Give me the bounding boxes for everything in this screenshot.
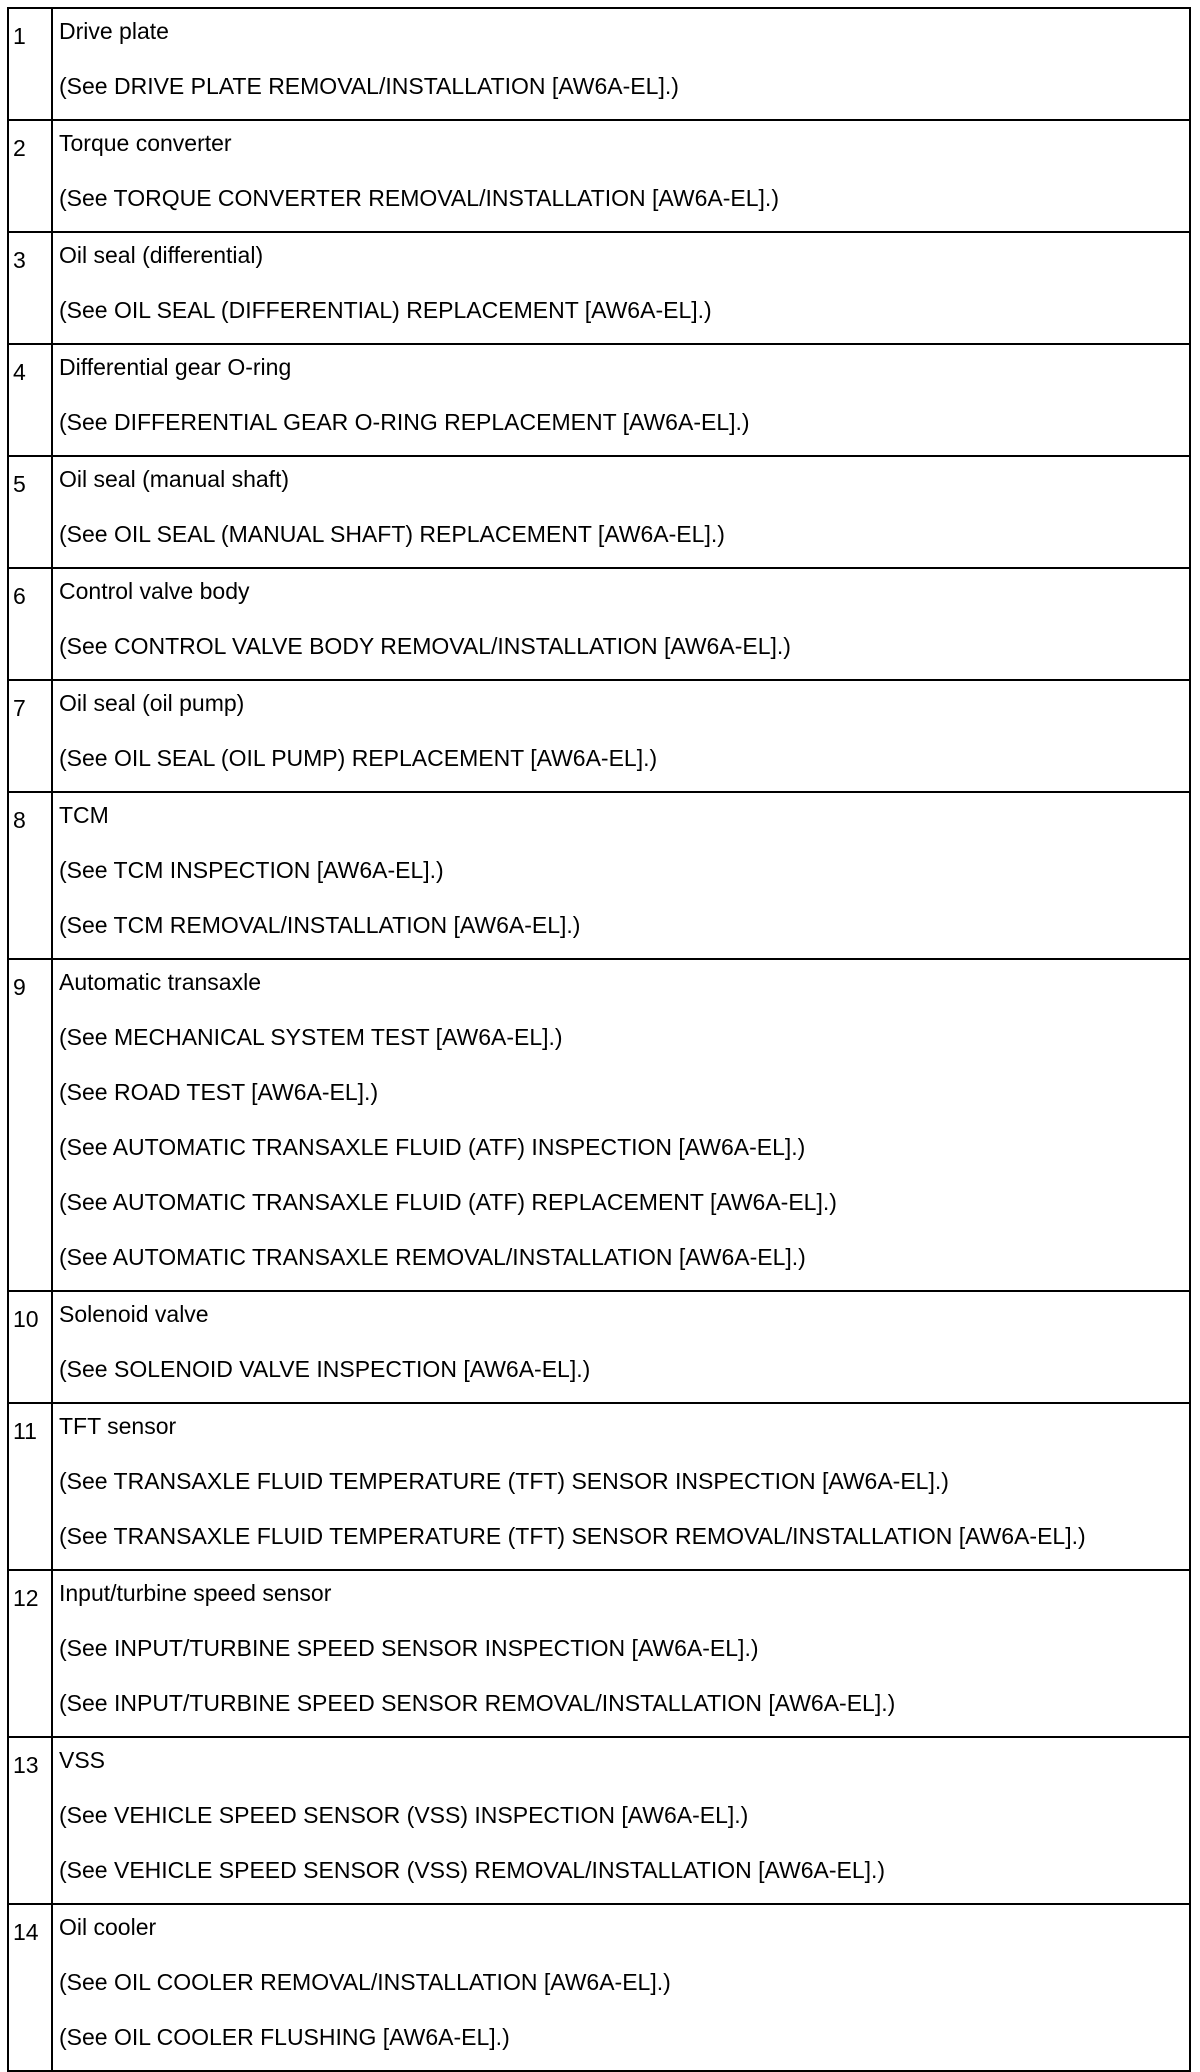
procedure-reference: (See TCM INSPECTION [AW6A-EL].)	[59, 857, 444, 883]
table-row	[8, 8, 1190, 120]
item-number: 8	[8, 792, 52, 959]
item-number: 2	[8, 120, 52, 232]
table-row	[8, 1291, 1190, 1403]
procedure-reference: (See TRANSAXLE FLUID TEMPERATURE (TFT) SENSOR REMOVAL/INSTALLATION [AW6A-EL].)	[59, 1523, 1086, 1549]
item-content	[52, 680, 1190, 792]
procedure-reference: (See TORQUE CONVERTER REMOVAL/INSTALLATION [AW6A-EL].)	[59, 185, 779, 211]
component-name: Solenoid valve	[59, 1301, 209, 1327]
component-name: VSS	[59, 1747, 106, 1773]
item-content	[52, 959, 1190, 1291]
component-name: Torque converter	[59, 130, 232, 156]
component-name: Oil seal (oil pump)	[59, 690, 245, 716]
procedure-reference: (See TRANSAXLE FLUID TEMPERATURE (TFT) SENSOR INSPECTION [AW6A-EL].)	[59, 1468, 949, 1494]
table-row	[8, 680, 1190, 792]
table-row	[8, 1570, 1190, 1737]
procedure-reference: (See OIL COOLER FLUSHING [AW6A-EL].)	[59, 2024, 510, 2050]
item-content	[52, 1737, 1190, 1904]
item-number: 4	[8, 344, 52, 456]
component-name: Differential gear O-ring	[59, 354, 292, 380]
component-name: Oil seal (differential)	[59, 242, 264, 268]
table-row	[8, 568, 1190, 680]
procedure-reference: (See VEHICLE SPEED SENSOR (VSS) INSPECTION [AW6A-EL].)	[59, 1802, 749, 1828]
item-content	[52, 792, 1190, 959]
table-row	[8, 1403, 1190, 1570]
procedure-reference: (See OIL SEAL (MANUAL SHAFT) REPLACEMENT [AW6A-EL].)	[59, 521, 725, 547]
procedure-reference: (See ROAD TEST [AW6A-EL].)	[59, 1079, 379, 1105]
table-row	[8, 792, 1190, 959]
item-number: 13	[8, 1737, 52, 1904]
item-content	[52, 1570, 1190, 1737]
item-number: 3	[8, 232, 52, 344]
item-content	[52, 568, 1190, 680]
item-number: 10	[8, 1291, 52, 1403]
item-number: 11	[8, 1403, 52, 1570]
item-number: 14	[8, 1904, 52, 2071]
component-reference-table	[7, 7, 1191, 2072]
item-content	[52, 344, 1190, 456]
procedure-reference: (See VEHICLE SPEED SENSOR (VSS) REMOVAL/INSTALLATION [AW6A-EL].)	[59, 1857, 886, 1883]
item-content	[52, 8, 1190, 120]
component-name: Oil cooler	[59, 1914, 157, 1940]
procedure-reference: (See MECHANICAL SYSTEM TEST [AW6A-EL].)	[59, 1024, 563, 1050]
procedure-reference: (See OIL COOLER REMOVAL/INSTALLATION [AW6A-EL].)	[59, 1969, 671, 1995]
procedure-reference: (See AUTOMATIC TRANSAXLE REMOVAL/INSTALLATION [AW6A-EL].)	[59, 1244, 806, 1270]
item-number: 12	[8, 1570, 52, 1737]
item-number: 9	[8, 959, 52, 1291]
table-row	[8, 120, 1190, 232]
component-name: Input/turbine speed sensor	[59, 1580, 332, 1606]
procedure-reference: (See CONTROL VALVE BODY REMOVAL/INSTALLATION [AW6A-EL].)	[59, 633, 791, 659]
table-row	[8, 232, 1190, 344]
procedure-reference: (See SOLENOID VALVE INSPECTION [AW6A-EL].)	[59, 1356, 591, 1382]
item-content	[52, 456, 1190, 568]
procedure-reference: (See DIFFERENTIAL GEAR O-RING REPLACEMENT [AW6A-EL].)	[59, 409, 750, 435]
table-row	[8, 1904, 1190, 2071]
component-name: Oil seal (manual shaft)	[59, 466, 290, 492]
table-body	[8, 8, 1190, 2071]
component-name: Control valve body	[59, 578, 250, 604]
procedure-reference: (See TCM REMOVAL/INSTALLATION [AW6A-EL].)	[59, 912, 581, 938]
procedure-reference: (See OIL SEAL (DIFFERENTIAL) REPLACEMENT [AW6A-EL].)	[59, 297, 712, 323]
procedure-reference: (See DRIVE PLATE REMOVAL/INSTALLATION [AW6A-EL].)	[59, 73, 679, 99]
table-row	[8, 456, 1190, 568]
component-name: Drive plate	[59, 18, 169, 44]
item-number: 7	[8, 680, 52, 792]
procedure-reference: (See AUTOMATIC TRANSAXLE FLUID (ATF) REPLACEMENT [AW6A-EL].)	[59, 1189, 837, 1215]
item-content	[52, 1291, 1190, 1403]
item-content	[52, 1904, 1190, 2071]
procedure-reference: (See INPUT/TURBINE SPEED SENSOR REMOVAL/INSTALLATION [AW6A-EL].)	[59, 1690, 896, 1716]
item-number: 5	[8, 456, 52, 568]
table-row	[8, 1737, 1190, 1904]
procedure-reference: (See INPUT/TURBINE SPEED SENSOR INSPECTION [AW6A-EL].)	[59, 1635, 759, 1661]
table-row	[8, 344, 1190, 456]
component-name: TFT sensor	[59, 1413, 177, 1439]
item-content	[52, 232, 1190, 344]
item-number: 1	[8, 8, 52, 120]
component-name: Automatic transaxle	[59, 969, 261, 995]
table-row	[8, 959, 1190, 1291]
item-number: 6	[8, 568, 52, 680]
procedure-reference: (See AUTOMATIC TRANSAXLE FLUID (ATF) INSPECTION [AW6A-EL].)	[59, 1134, 806, 1160]
component-name: TCM	[59, 802, 109, 828]
procedure-reference: (See OIL SEAL (OIL PUMP) REPLACEMENT [AW6A-EL].)	[59, 745, 658, 771]
item-content	[52, 120, 1190, 232]
item-content	[52, 1403, 1190, 1570]
